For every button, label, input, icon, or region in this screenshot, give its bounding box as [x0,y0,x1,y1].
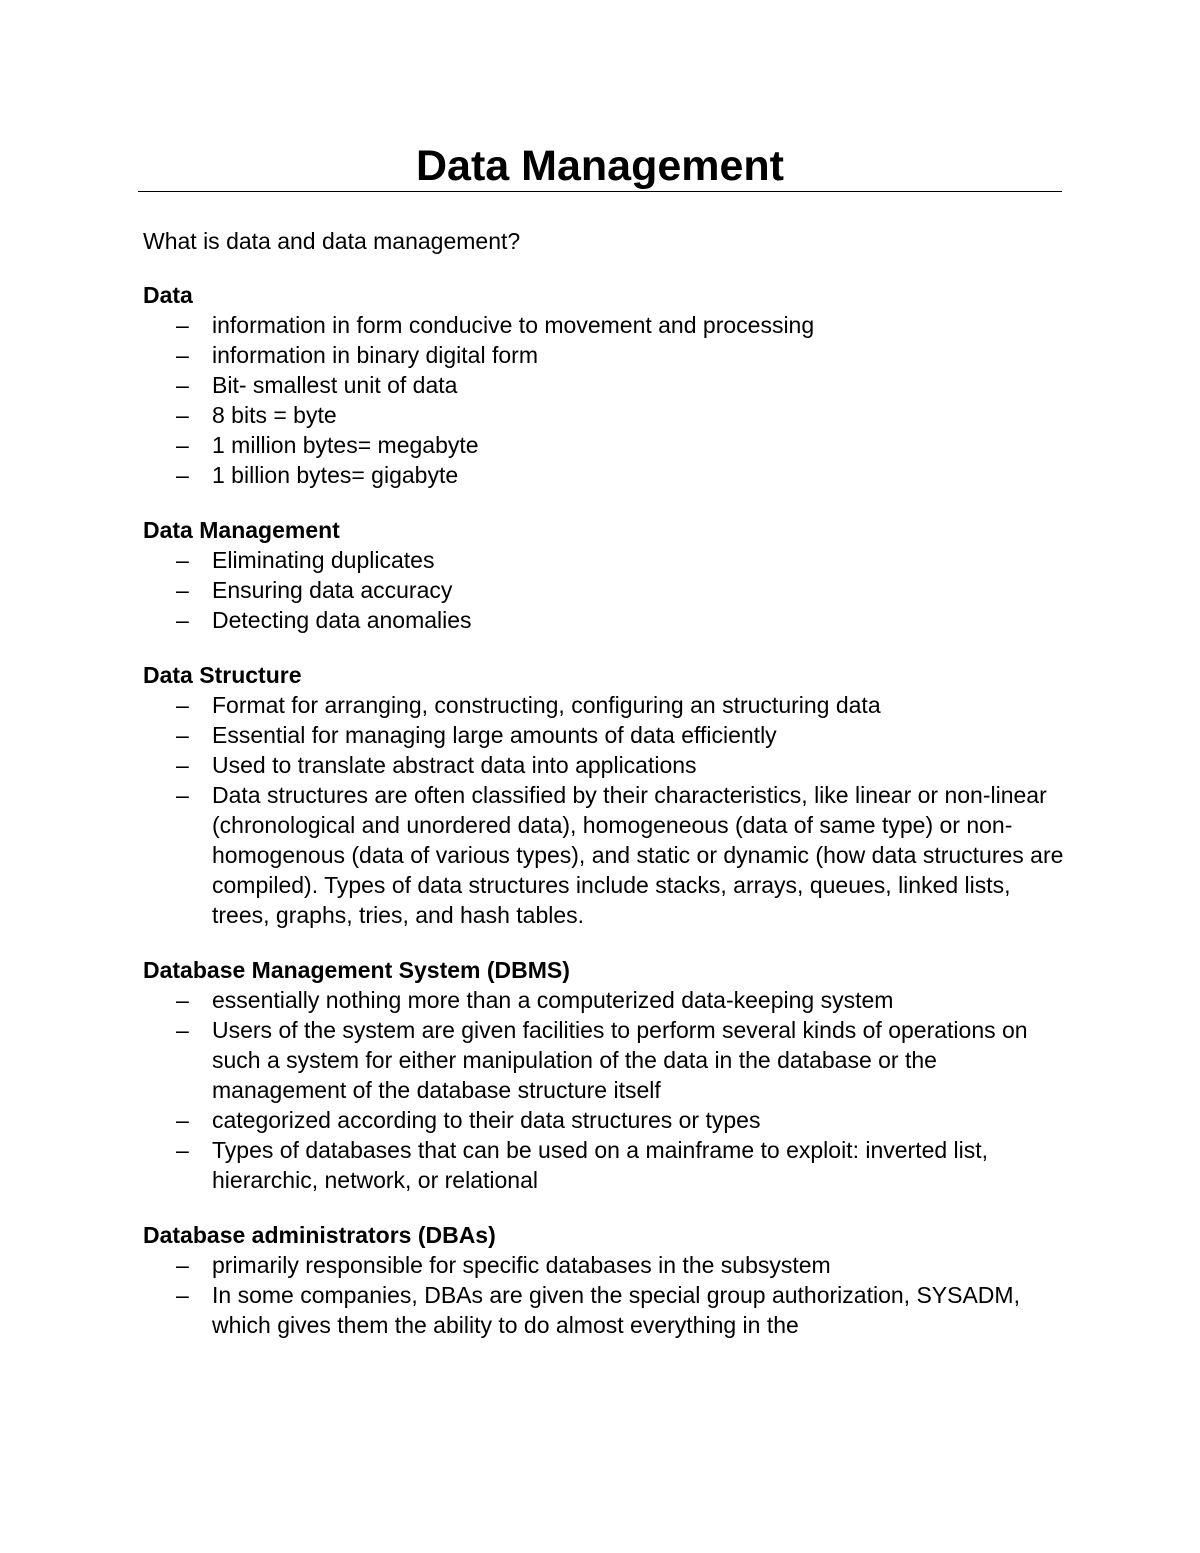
dash-bullet-icon: – [176,342,189,368]
dash-bullet-icon: – [176,1017,189,1043]
list-item-text: information in binary digital form [212,342,538,368]
list-item [143,750,1073,780]
dash-bullet-icon: – [176,752,189,778]
dash-bullet-icon: – [176,432,189,458]
list-item-text: 8 bits = byte [212,402,337,428]
title-underline [138,191,1062,192]
dash-bullet-icon: – [176,1107,189,1133]
dash-bullet-icon: – [176,782,189,808]
bullet-list [143,310,1073,490]
list-item-text: Ensuring data accuracy [212,577,453,603]
list-item-text: Essential for managing large amounts of data efficiently [212,722,777,748]
section-heading: Data [143,282,193,308]
section-data-structure [143,660,1073,930]
bullet-list [143,545,1073,635]
section-heading: Database Management System (DBMS) [143,957,570,983]
list-item [143,1250,1073,1280]
dash-bullet-icon: – [176,402,189,428]
list-item [143,545,1073,575]
section-data [143,280,1073,490]
list-item-text: Used to translate abstract data into applications [212,752,697,778]
section-database-administrators-dbas [143,1220,1073,1340]
section-data-management [143,515,1073,635]
document-body [143,280,1073,1365]
list-item [143,690,1073,720]
dash-bullet-icon: – [176,987,189,1013]
dash-bullet-icon: – [176,692,189,718]
bullet-list [143,985,1073,1195]
list-item-text: 1 million bytes= megabyte [212,432,479,458]
list-item-text: Detecting data anomalies [212,607,472,633]
list-item-text: Users of the system are given facilities to perform several kinds of operations on such a system for either manipulation of the data in the database or the management of the database structure itself [212,1017,1028,1103]
list-item-text: 1 billion bytes= gigabyte [212,462,459,488]
list-item-text: Eliminating duplicates [212,547,435,573]
dash-bullet-icon: – [176,1137,189,1163]
list-item [143,310,1073,340]
list-item [143,1135,1073,1195]
dash-bullet-icon: – [176,722,189,748]
list-item-text: essentially nothing more than a computerized data-keeping system [212,987,894,1013]
list-item-text: categorized according to their data structures or types [212,1107,761,1133]
list-item [143,1105,1073,1135]
document-title: Data Management [416,142,784,190]
list-item-text: Data structures are often classified by their characteristics, like linear or non-linear (chronological and unordered data), homogeneous (data of same type) or non-homogenous (data of various types), and static or dynamic (how data structures are compiled). Types of data structures include stacks, arrays, queues, linked lists, trees, graphs, tries, and hash tables. [212,782,1064,928]
list-item-text: primarily responsible for specific databases in the subsystem [212,1252,831,1278]
list-item-text: information in form conducive to movement and processing [212,312,815,338]
list-item [143,400,1073,430]
bullet-list [143,1250,1073,1340]
list-item-text: Types of databases that can be used on a mainframe to exploit: inverted list, hierarchic, network, or relational [212,1137,989,1193]
list-item-text: In some companies, DBAs are given the special group authorization, SYSADM, which gives them the ability to do almost everything in the [212,1282,1020,1338]
dash-bullet-icon: – [176,1252,189,1278]
list-item [143,460,1073,490]
list-item [143,605,1073,635]
dash-bullet-icon: – [176,312,189,338]
list-item-text: Format for arranging, constructing, configuring an structuring data [212,692,881,718]
list-item [143,370,1073,400]
section-heading: Data Structure [143,662,302,688]
dash-bullet-icon: – [176,1282,189,1308]
dash-bullet-icon: – [176,372,189,398]
list-item [143,1015,1073,1105]
list-item [143,430,1073,460]
list-item [143,1280,1073,1340]
list-item-text: Bit- smallest unit of data [212,372,458,398]
section-database-management-system-dbms [143,955,1073,1195]
dash-bullet-icon: – [176,577,189,603]
dash-bullet-icon: – [176,547,189,573]
intro-question: What is data and data management? [143,228,521,254]
list-item [143,575,1073,605]
dash-bullet-icon: – [176,607,189,633]
section-heading: Data Management [143,517,340,543]
list-item [143,985,1073,1015]
section-heading: Database administrators (DBAs) [143,1222,496,1248]
list-item [143,340,1073,370]
list-item [143,780,1073,930]
bullet-list [143,690,1073,930]
list-item [143,720,1073,750]
dash-bullet-icon: – [176,462,189,488]
